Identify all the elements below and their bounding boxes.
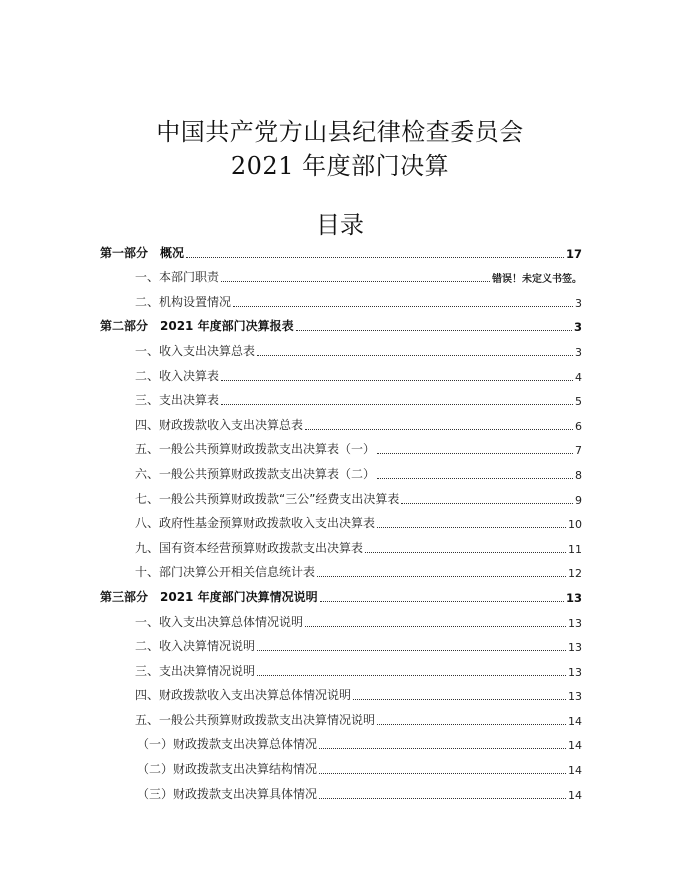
toc-dot-leader xyxy=(233,305,573,307)
toc-dot-leader xyxy=(221,403,573,405)
toc-entry[interactable] xyxy=(100,507,582,532)
toc-entry[interactable] xyxy=(100,359,582,384)
toc-entry-page: 11 xyxy=(568,542,582,556)
toc-entry-label: 四、财政拨款收入支出决算总表 xyxy=(135,417,304,432)
toc-entry-page: 6 xyxy=(575,419,582,433)
toc-entry[interactable] xyxy=(100,556,582,581)
toc-entry[interactable] xyxy=(100,457,582,482)
toc-entry-label: 九、国有资本经营预算财政拨款支出决算表 xyxy=(135,540,364,555)
toc-entry[interactable] xyxy=(100,384,582,409)
toc-entry-page: 14 xyxy=(568,788,582,802)
toc-entry[interactable] xyxy=(100,408,582,433)
toc-entry-label: 八、政府性基金预算财政拨款收入支出决算表 xyxy=(135,516,376,531)
toc-entry[interactable] xyxy=(100,433,582,458)
toc-entry-page: 7 xyxy=(575,444,582,458)
toc-entry-page: 14 xyxy=(568,714,582,728)
toc-entry-label: 六、一般公共预算财政拨款支出决算表（二） xyxy=(135,466,376,481)
toc-heading: 目录 xyxy=(316,211,364,239)
toc-dot-leader xyxy=(319,747,566,749)
toc-entry-label: （二）财政拨款支出决算结构情况 xyxy=(137,762,318,777)
toc-entry-page: 3 xyxy=(575,296,582,310)
table-of-contents xyxy=(100,236,582,802)
toc-entry-label: 三、支出决算表 xyxy=(135,393,220,408)
toc-entry[interactable] xyxy=(100,728,582,753)
toc-dot-leader xyxy=(401,502,573,504)
document-title-line2: 2021 年度部门决算 xyxy=(230,152,450,180)
toc-entry-label: 二、收入决算情况说明 xyxy=(135,639,256,654)
toc-entry-page: 3 xyxy=(573,320,582,335)
toc-dot-leader xyxy=(377,452,573,454)
toc-entry-label: 七、一般公共预算财政拨款“三公”经费支出决算表 xyxy=(135,491,400,506)
toc-entry[interactable] xyxy=(100,630,582,655)
toc-dot-leader xyxy=(377,526,566,528)
toc-entry-label: 三、支出决算情况说明 xyxy=(135,663,256,678)
toc-entry[interactable] xyxy=(100,777,582,802)
toc-entry-page: 13 xyxy=(568,641,582,655)
toc-entry-label: 二、收入决算表 xyxy=(135,368,220,383)
toc-dot-leader xyxy=(317,575,566,577)
toc-entry-label: 一、本部门职责 xyxy=(135,270,220,285)
toc-entry-page: 8 xyxy=(575,468,582,482)
toc-entry-label: 四、财政拨款收入支出决算总体情况说明 xyxy=(135,688,352,703)
toc-dot-leader xyxy=(257,354,573,356)
toc-entry-page: 4 xyxy=(575,370,582,384)
toc-dot-leader xyxy=(296,329,572,331)
toc-entry[interactable] xyxy=(100,236,582,261)
toc-entry-page: 13 xyxy=(568,690,582,704)
document-title-line1: 中国共产党方山县纪律检查委员会 xyxy=(156,118,524,146)
toc-entry-page: 13 xyxy=(565,590,582,605)
toc-entry-label: 五、一般公共预算财政拨款支出决算情况说明 xyxy=(135,712,376,727)
toc-entry-page: 错误！未定义书签。 xyxy=(492,274,582,286)
toc-dot-leader xyxy=(186,256,564,258)
toc-dot-leader xyxy=(305,428,573,430)
toc-entry-page: 14 xyxy=(568,764,582,778)
toc-entry[interactable] xyxy=(100,752,582,777)
toc-entry-page: 9 xyxy=(575,493,582,507)
toc-entry[interactable] xyxy=(100,605,582,630)
toc-dot-leader xyxy=(377,477,573,479)
toc-entry-page: 10 xyxy=(568,518,582,532)
toc-entry-page: 17 xyxy=(565,246,582,261)
toc-dot-leader xyxy=(257,649,566,651)
toc-dot-leader xyxy=(305,625,566,627)
toc-entry[interactable] xyxy=(100,703,582,728)
toc-entry-label: 一、收入支出决算总体情况说明 xyxy=(135,614,304,629)
toc-entry-page: 13 xyxy=(568,665,582,679)
toc-entry-label: 第三部分 2021 年度部门决算情况说明 xyxy=(100,589,318,604)
toc-entry[interactable] xyxy=(100,285,582,310)
toc-entry-page: 5 xyxy=(575,395,582,409)
toc-entry[interactable] xyxy=(100,310,582,335)
toc-entry-label: （三）财政拨款支出决算具体情况 xyxy=(137,786,318,801)
toc-dot-leader xyxy=(377,723,566,725)
toc-dot-leader xyxy=(353,698,566,700)
toc-dot-leader xyxy=(319,772,566,774)
toc-entry-label: 第一部分 概况 xyxy=(100,245,185,260)
toc-entry-page: 3 xyxy=(575,345,582,359)
toc-dot-leader xyxy=(365,551,566,553)
toc-entry[interactable] xyxy=(100,482,582,507)
toc-entry[interactable] xyxy=(100,654,582,679)
toc-entry-label: 十、部门决算公开相关信息统计表 xyxy=(135,565,316,580)
toc-entry[interactable] xyxy=(100,334,582,359)
toc-dot-leader xyxy=(257,674,566,676)
toc-entry[interactable] xyxy=(100,580,582,605)
toc-entry-label: 二、机构设置情况 xyxy=(135,294,232,309)
toc-entry[interactable] xyxy=(100,261,582,286)
toc-entry-label: 五、一般公共预算财政拨款支出决算表（一） xyxy=(135,442,376,457)
toc-entry-label: 第二部分 2021 年度部门决算报表 xyxy=(100,319,294,334)
toc-entry-page: 13 xyxy=(568,616,582,630)
toc-dot-leader xyxy=(221,379,573,381)
toc-entry-page: 14 xyxy=(568,739,582,753)
toc-dot-leader xyxy=(319,797,566,799)
toc-entry-page: 12 xyxy=(568,567,582,581)
toc-entry-label: 一、收入支出决算总表 xyxy=(135,343,256,358)
toc-entry-label: （一）财政拨款支出决算总体情况 xyxy=(137,737,318,752)
toc-dot-leader xyxy=(320,600,564,602)
toc-entry[interactable] xyxy=(100,679,582,704)
toc-dot-leader xyxy=(221,280,490,282)
toc-entry[interactable] xyxy=(100,531,582,556)
